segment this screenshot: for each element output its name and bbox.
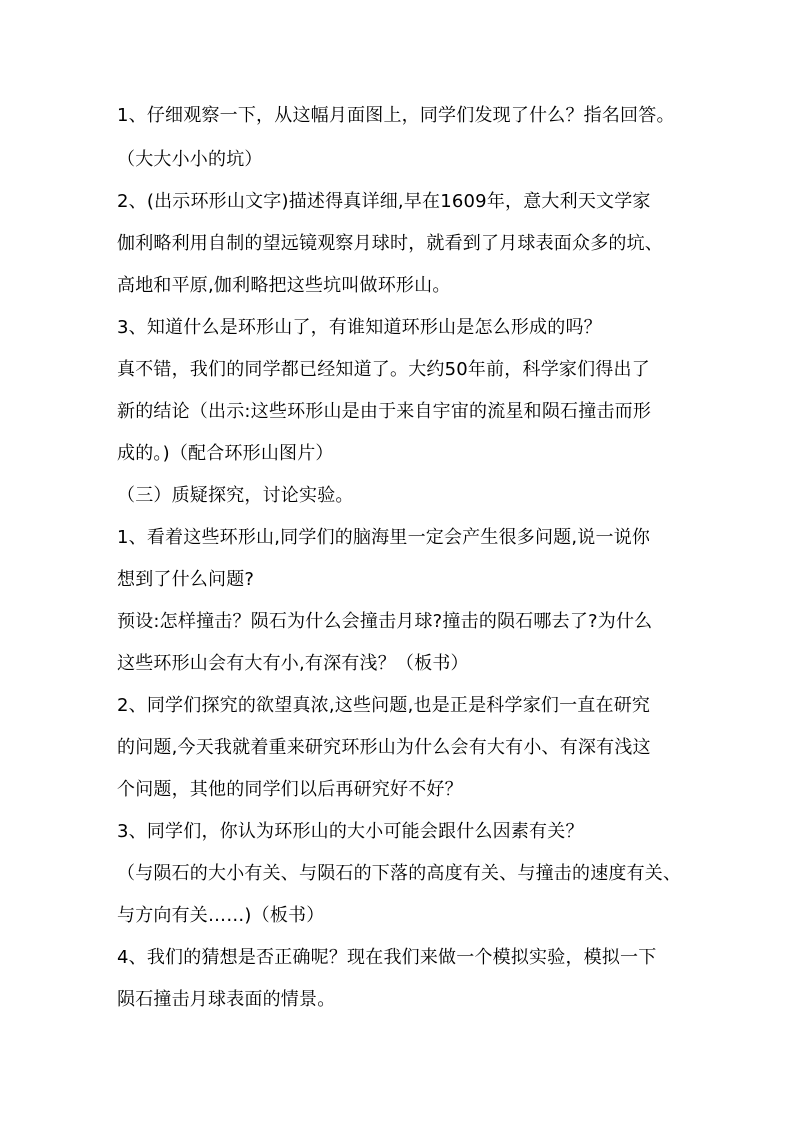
text-line: 伽利略利用自制的望远镜观察月球时，就看到了月球表面众多的坑、 bbox=[117, 233, 663, 254]
text-line: （与陨石的大小有关、与陨石的下落的高度有关、与撞击的速度有关、 bbox=[117, 863, 682, 884]
text-line: 预设:怎样撞击？陨石为什么会撞击月球?撞击的陨石哪去了?为什么 bbox=[117, 611, 653, 632]
text-line: 与方向有关……)（板书） bbox=[117, 905, 325, 926]
text-line: 4、我们的猜想是否正确呢？现在我们来做一个模拟实验，模拟一下 bbox=[117, 947, 657, 968]
text-line: 1、仔细观察一下，从这幅月面图上，同学们发现了什么？指名回答。 bbox=[117, 105, 675, 126]
text-line: 个问题，其他的同学们以后再研究好不好？ bbox=[117, 779, 463, 800]
text-line: 陨石撞击月球表面的情景。 bbox=[117, 989, 336, 1010]
text-line: 想到了什么问题? bbox=[117, 569, 255, 590]
section-heading: （三）质疑探究，讨论实验。 bbox=[117, 485, 354, 506]
text-line: 1、看着这些环形山,同学们的脑海里一定会产生很多问题,说一说你 bbox=[117, 527, 651, 548]
text-line: 成的。)（配合环形山图片） bbox=[117, 443, 334, 464]
text-line: 这些环形山会有大有小,有深有浅？（板书） bbox=[117, 653, 469, 674]
text-line: 2、同学们探究的欲望真浓,这些问题,也是正是科学家们一直在研究 bbox=[117, 695, 651, 716]
text-line: 高地和平原,伽利略把这些坑叫做环形山。 bbox=[117, 275, 451, 296]
text-line: （大大小小的坑） bbox=[117, 149, 263, 170]
text-line: 3、同学们，你认为环形山的大小可能会跟什么因素有关？ bbox=[117, 821, 584, 842]
text-line: 2、(出示环形山文字)描述得真详细,早在1609年，意大利天文学家 bbox=[117, 191, 651, 212]
text-line: 真不错，我们的同学都已经知道了。大约50年前，科学家们得出了 bbox=[117, 359, 650, 380]
text-line: 3、知道什么是环形山了，有谁知道环形山是怎么形成的吗？ bbox=[117, 317, 602, 338]
text-line: 的问题,今天我就着重来研究环形山为什么会有大有小、有深有浅这 bbox=[117, 737, 651, 758]
text-line: 新的结论（出示:这些环形山是由于来自宇宙的流星和陨石撞击而形 bbox=[117, 401, 652, 422]
